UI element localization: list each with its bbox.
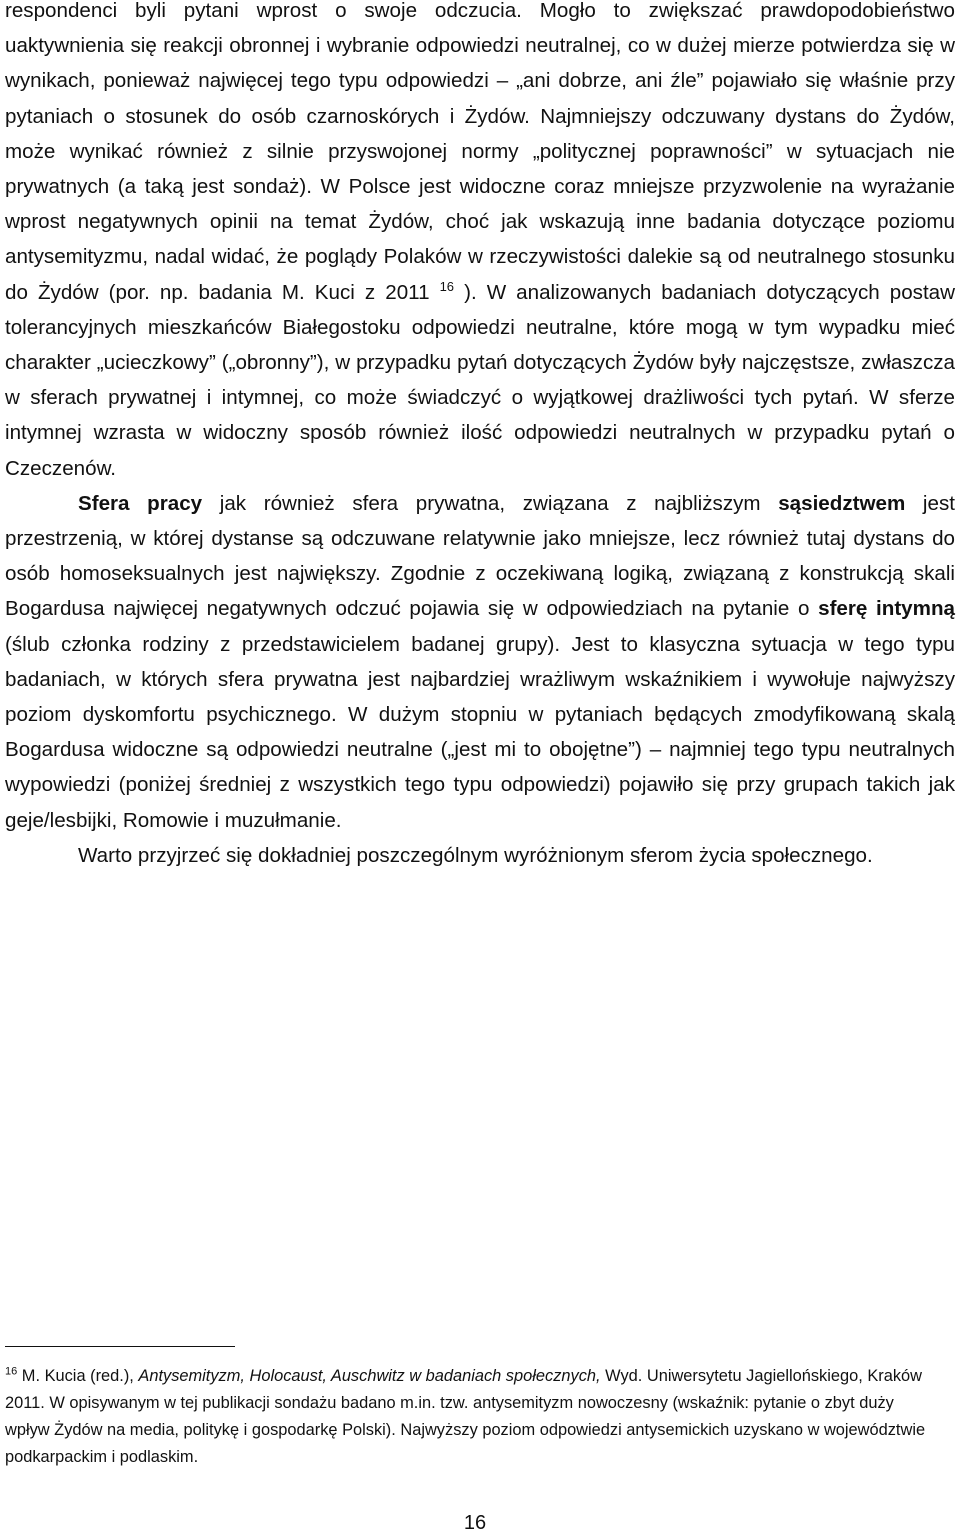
paragraph-3: Warto przyjrzeć się dokładniej poszczególnym wyróżnionym sferom życia społecznego.	[78, 843, 873, 867]
document-page	[5, 0, 955, 1537]
paragraph-2-text-continued: jest przestrzenią, w której dystanse są odczuwane relatywnie jako mniejsze, lecz również tutaj dystans do osób homoseksualnych jest największy. Zgodnie z oczekiwaną logiką, związaną z konstrukcją skali Bogardusa najwięcej negatywnych odczuć pojawia się w odpowiedziach na pytanie o	[5, 491, 955, 621]
footnote-separator	[5, 1346, 235, 1347]
emphasis-sfera-intymna: sferę intymną	[818, 597, 955, 621]
footnote-author: M. Kucia (red.),	[17, 1367, 139, 1385]
footnote	[5, 1363, 935, 1471]
emphasis-sfera-pracy: Sfera pracy	[78, 491, 203, 515]
paragraph-1	[5, 0, 955, 486]
paragraph-1-text: respondenci byli pytani wprost o swoje odczucia. Mogło to zwiększać prawdopodobieństwo uaktywnienia się reakcji obronnej i wybranie odpowiedzi neutralnej, co w dużej mierze potwierdza się w wynikach, ponieważ najwięcej tego typu odpowiedzi – „ani dobrze, ani źle” pojawiało się właśnie przy pytaniach o stosunek do osób czarnoskórych i Żydów. Najmniejszy odczuwany dystans do Żydów, może wynikać również z silnie przyswojonej normy „politycznej poprawności” w sytuacjach nie prywatnych (a taką jest sondaż). W Polsce jest widoczne coraz mniejsze przyzwolenie na wyrażanie wprost negatywnych opinii na temat Żydów, choć jak wskazują inne badania dotyczące poziomu antysemityzmu, nadal widać, że poglądy Polaków w rzeczywistości dalekie są od neutralnego stosunku do Żydów (por. np. badania M. Kuci z 2011	[5, 0, 955, 304]
page-number: 16	[463, 1512, 487, 1534]
paragraph-2	[5, 486, 955, 838]
footnote-book-title: Antysemityzm, Holocaust, Auschwitz w badaniach społecznych,	[138, 1367, 601, 1385]
paragraph-2-text: jak również sfera prywatna, związana z najbliższym	[202, 491, 779, 515]
emphasis-sasiedztwem: sąsiedztwem	[778, 491, 906, 515]
body-text	[5, 0, 955, 873]
footnote-text: Wyd. Uniwersytetu Jagiellońskiego, Kraków 2011. W opisywanym w tej publikacji sondażu badano m.in. tzw. antysemityzm nowoczesny (wskaźnik: pytanie o zbyt duży wpływ Żydów na media, politykę i gospodarkę Polski). Najwyższy poziom odpowiedzi antysemickich uzyskano w województwie podkarpackim i podlaskim.	[5, 1367, 926, 1466]
paragraph-1-text-continued: ). W analizowanych badaniach dotyczących postaw tolerancyjnych mieszkańców Białegostoku odpowiedzi neutralne, które mogą w tym wypadku mieć charakter „ucieczkowy” („obronny”), w przypadku pytań dotyczących Żydów były najczęstsze, zwłaszcza w sferach prywatnej i intymnej, co może świadczyć o wyjątkowej drażliwości tych pytań. W sferze intymnej wzrasta w widoczny sposób również ilość odpowiedzi neutralnych w przypadku pytań o Czeczenów.	[5, 280, 955, 480]
footnote-number: 16	[5, 1365, 18, 1378]
footnote-reference: 16	[439, 278, 455, 294]
paragraph-2-text-final: (ślub członka rodziny z przedstawicielem badanej grupy). Jest to klasyczna sytuacja w tego typu badaniach, w których sfera prywatna jest najbardziej wrażliwym wskaźnikiem i wywołuje najwyższy poziom dyskomfortu psychicznego. W dużym stopniu w pytaniach będących zmodyfikowaną skalą Bogardusa widoczne są odpowiedzi neutralne („jest mi to obojętne”) – najmniej tego typu neutralnych wypowiedzi (poniżej średniej z wszystkich tego typu odpowiedzi) pojawiło się przy grupach takich jak geje/lesbijki, Romowie i muzułmanie.	[5, 632, 955, 832]
